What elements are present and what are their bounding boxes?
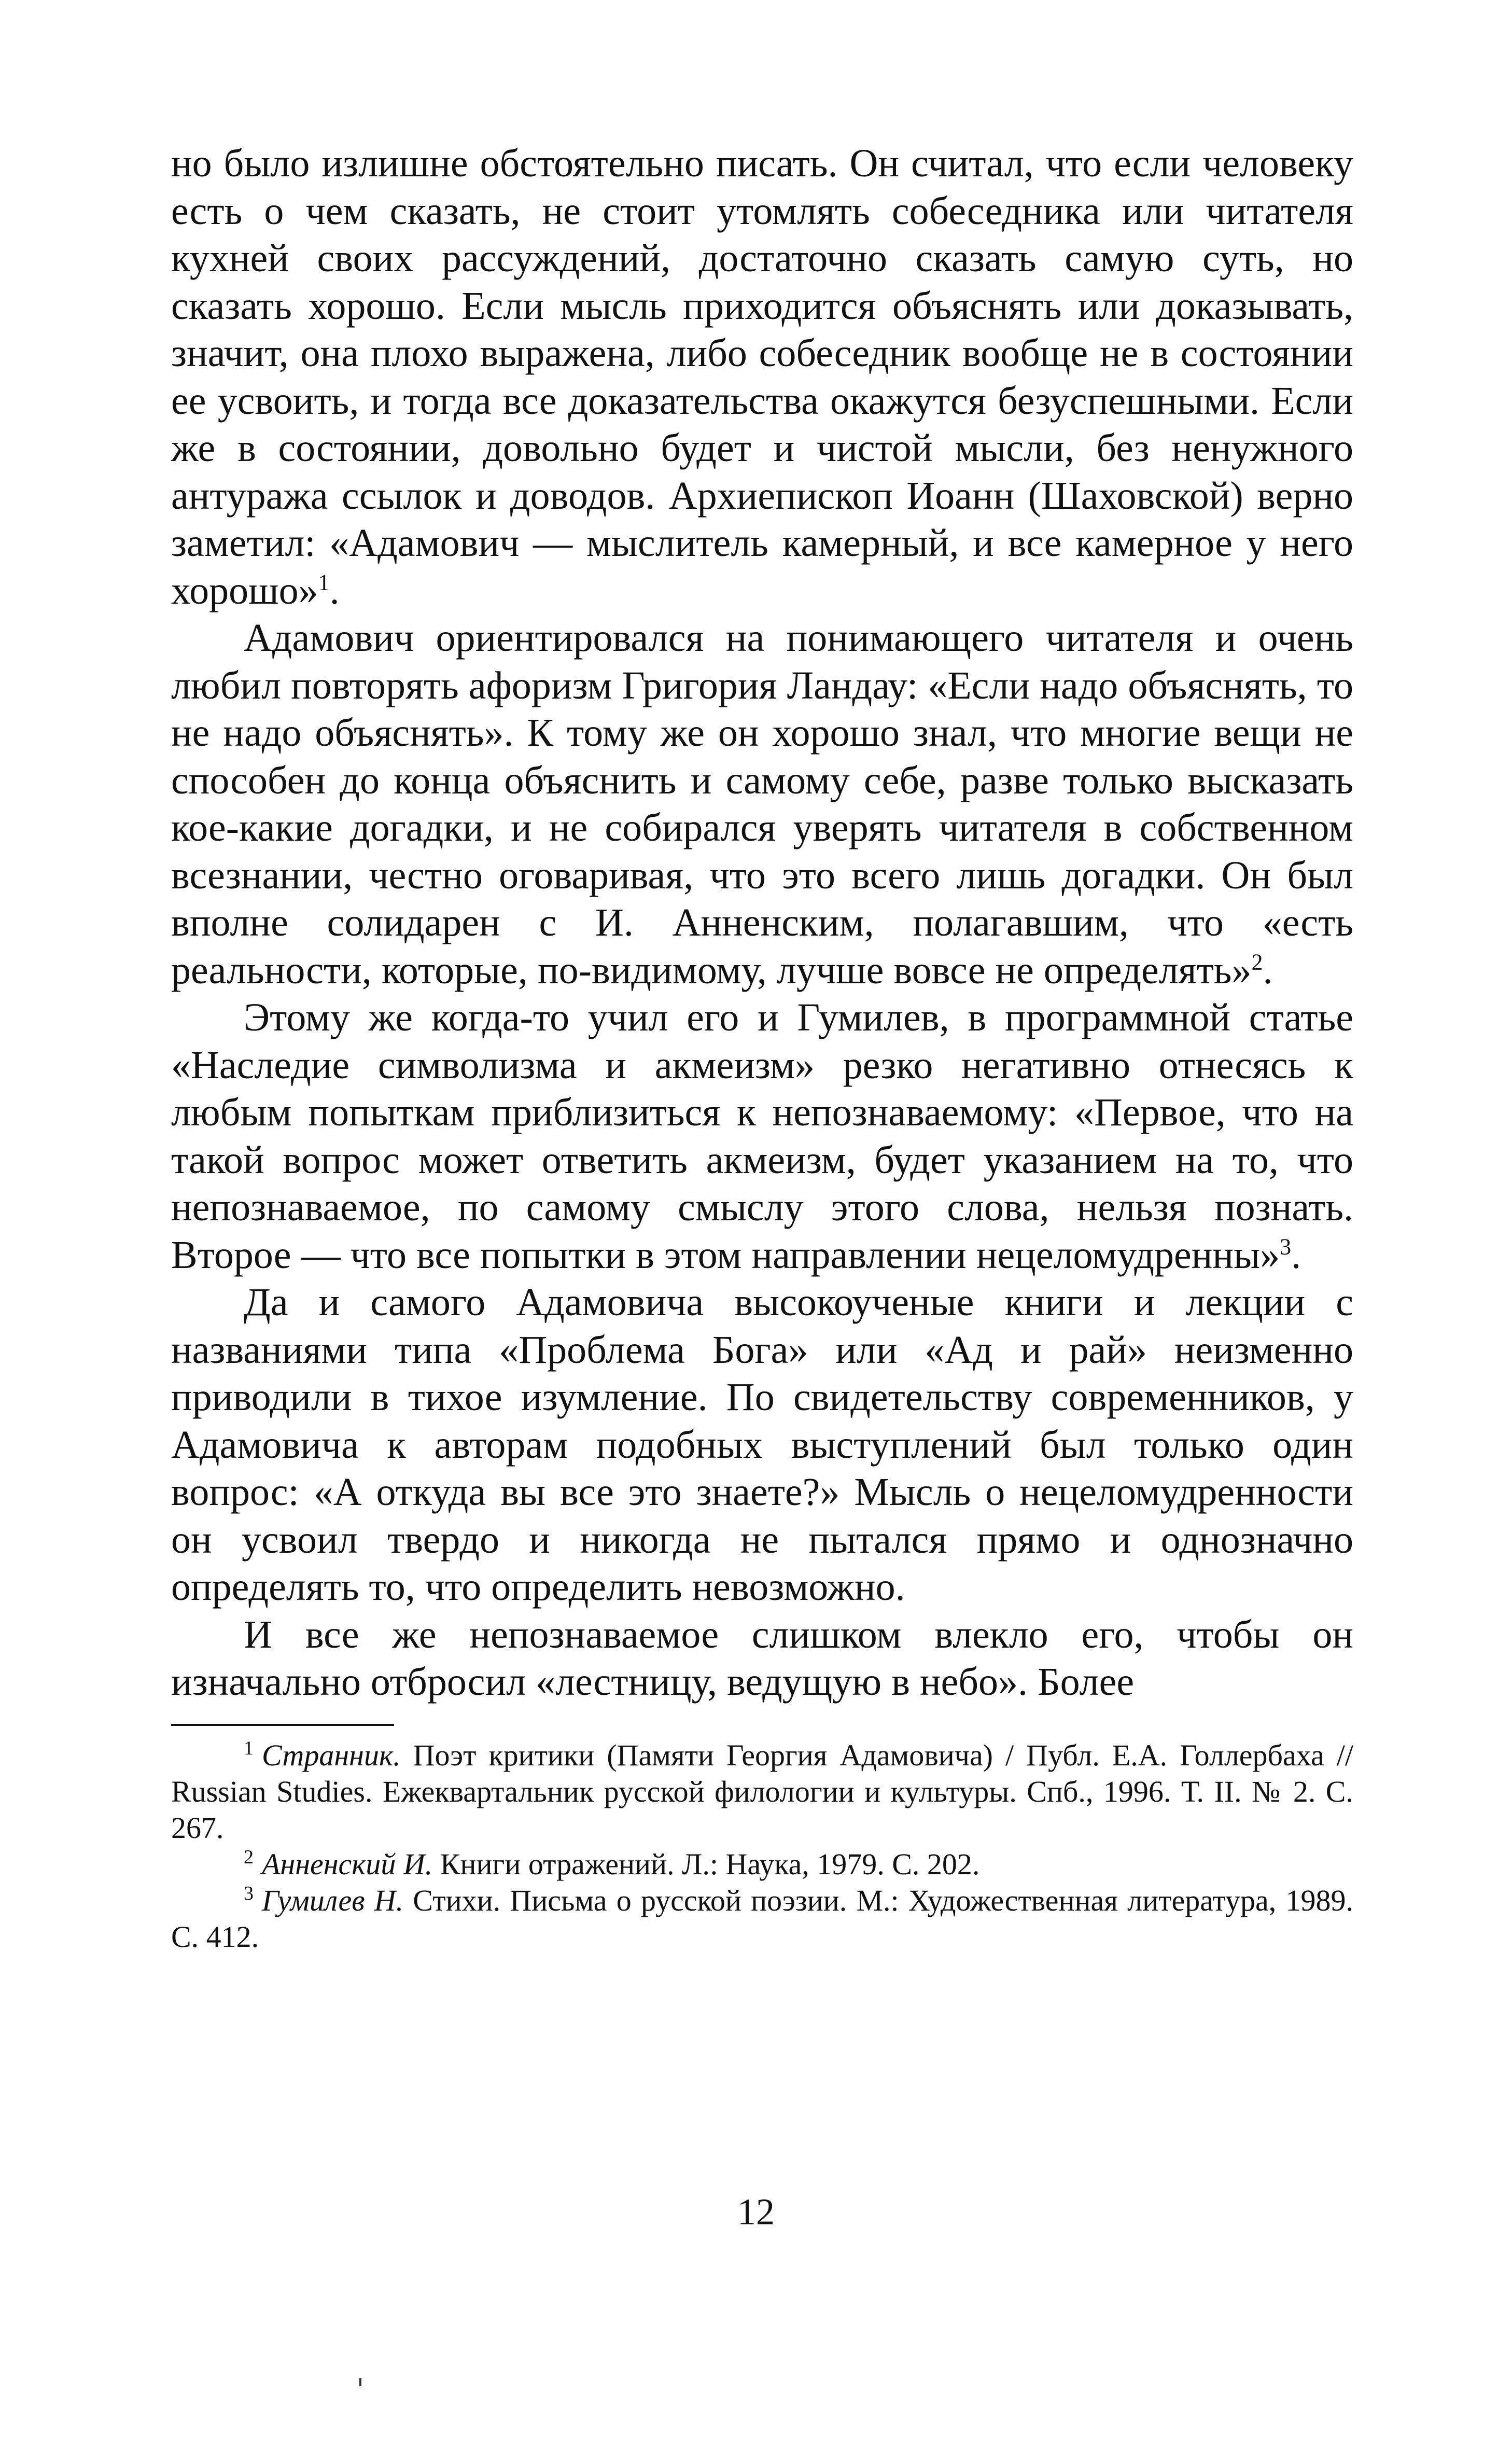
footnote-1 bbox=[171, 1737, 1353, 1846]
body-paragraph-4 bbox=[171, 1279, 1353, 1611]
footnote-number: 2 bbox=[244, 1846, 254, 1869]
body-paragraph-1 bbox=[171, 140, 1353, 615]
footnote-text: Книги отражений. Л.: Наука, 1979. С. 202. bbox=[440, 1847, 980, 1881]
paragraph-end: . bbox=[1291, 1233, 1301, 1277]
paragraph-text: Этому же когда-то учил его и Гумилев, в программной статье «Наследие символизма и акмеизм» резко негативно отнесясь к любым попыткам приблизиться к непознаваемому: «Первое, что на такой вопрос может ответить акмеизм, будет указанием на то, что непознаваемое, по самому смыслу этого слова, нельзя познать. Второе — что все попытки в этом направлении нецеломудренны» bbox=[171, 996, 1353, 1277]
footnote-ref-2[interactable]: 2 bbox=[1251, 949, 1263, 975]
footnote-text: Стихи. Письма о русской поэзии. М.: Художественная литература, 1989. С. 412. bbox=[171, 1883, 1354, 1954]
footnote-author: Гумилев Н. bbox=[262, 1883, 404, 1917]
body-paragraph-5 bbox=[171, 1611, 1353, 1706]
body-paragraph-2 bbox=[171, 615, 1353, 994]
paragraph-text: Адамович ориентировался на понимающего читателя и очень любил повторять афоризм Григория Ландау: «Если надо объяснять, то не надо объяснять». К тому же он хорошо знал, что многие вещи не способен до конца объяснить и самому себе, разве только высказать кое-какие догадки, и не собирался уверять читателя в собственном всезнании, честно оговаривая, что это всего лишь догадки. Он был вполне солидарен с И. Анненским, полагавшим, что «есть реальности, которые, по-видимому, лучше вовсе не определять» bbox=[171, 616, 1353, 992]
footnote-divider bbox=[171, 1724, 394, 1726]
footnote-text: Поэт критики (Памяти Георгия Адамовича) / Публ. Е.А. Голлербаха // Russian Studies. Ежеквартальник русской филологии и культуры. Спб., 1996. Т. II. № 2. С. 267. bbox=[171, 1738, 1354, 1845]
paragraph-end: . bbox=[1263, 948, 1273, 992]
footnote-author: Анненский И. bbox=[262, 1847, 433, 1881]
page-body bbox=[171, 140, 1353, 1955]
footnote-number: 1 bbox=[244, 1737, 254, 1760]
footnote-author: Странник. bbox=[262, 1738, 401, 1772]
footnote-number: 3 bbox=[244, 1883, 254, 1905]
paragraph-text: Да и самого Адамовича высокоученые книги и лекции с названиями типа «Проблема Бога» или «Ад и рай» неизменно приводили в тихое изумление. По свидетельству современников, у Адамовича к авторам подобных выступлений был только один вопрос: «А откуда вы все это знаете?» Мысль о нецеломудренности он усвоил твердо и никогда не пытался прямо и однозначно определять то, что определить невозможно. bbox=[171, 1280, 1353, 1609]
page-number: 12 bbox=[737, 2191, 775, 2233]
body-paragraph-3 bbox=[171, 994, 1353, 1279]
footnote-3 bbox=[171, 1883, 1353, 1955]
footnote-ref-3[interactable]: 3 bbox=[1280, 1234, 1292, 1260]
paragraph-text: но было излишне обстоятельно писать. Он считал, что если человеку есть о чем сказать, не стоит утомлять собеседника или читателя кухней своих рассуждений, достаточно сказать самую суть, но сказать хорошо. Если мысль приходится объяснять или доказывать, значит, она плохо выражена, либо собеседник вообще не в состоянии ее усвоить, и тогда все доказательства окажутся безуспешными. Если же в состоянии, довольно будет и чистой мысли, без ненужного антуража ссылок и доводов. Архиепископ Иоанн (Шаховской) верно заметил: «Адамович — мыслитель камерный, и все камерное у него хорошо» bbox=[171, 142, 1353, 612]
paragraph-end: . bbox=[329, 568, 340, 612]
paragraph-text: И все же непознаваемое слишком влекло его, чтобы он изначально отбросил «лестницу, ведущую в небо». Более bbox=[171, 1612, 1353, 1704]
footnote-2 bbox=[171, 1846, 1353, 1883]
footnote-ref-1[interactable]: 1 bbox=[318, 569, 330, 595]
scan-speck bbox=[359, 2378, 361, 2386]
